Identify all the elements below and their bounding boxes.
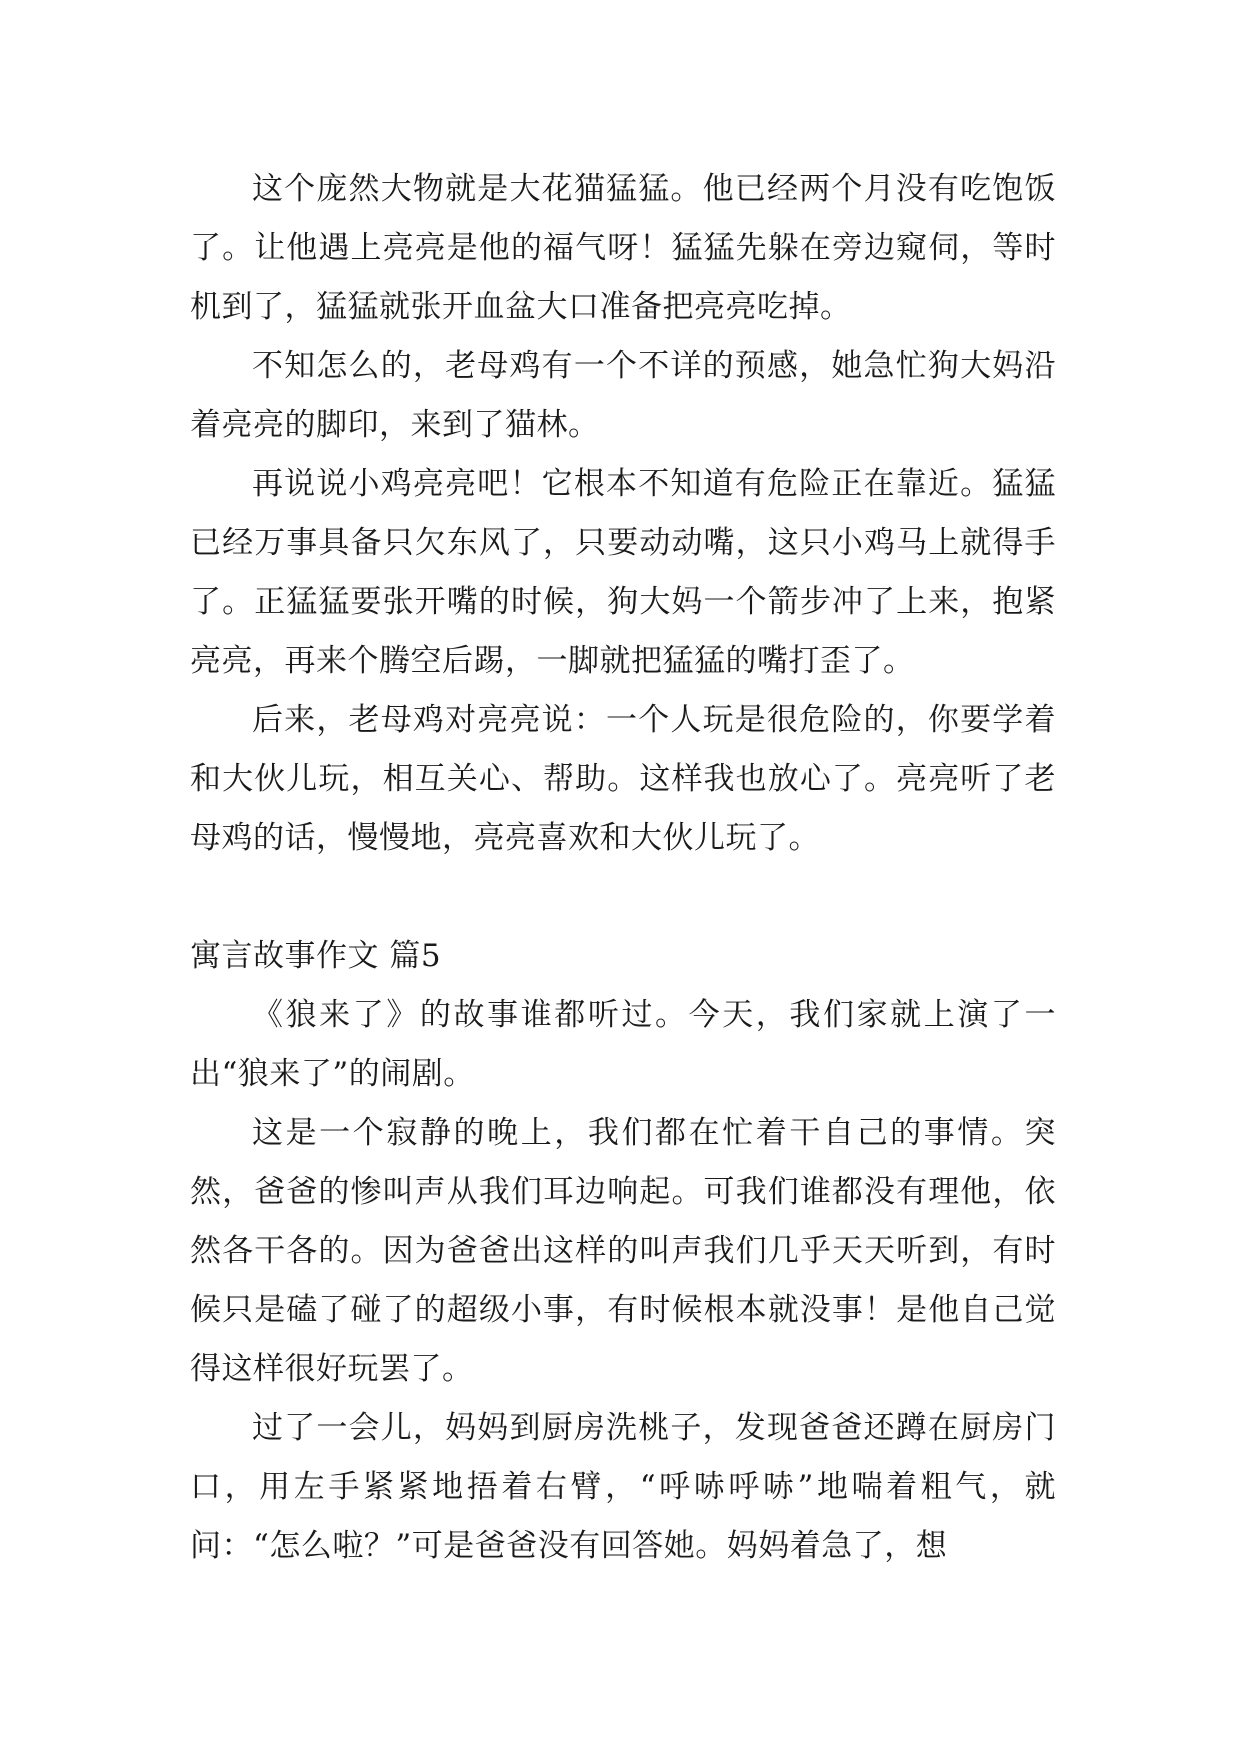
paragraph: 再说说小鸡亮亮吧！它根本不知道有危险正在靠近。猛猛已经万事具备只欠东风了，只要动动嘴，这只小鸡马上就得手了。正猛猛要张开嘴的时候，狗大妈一个箭步冲了上来，抱紧亮亮，再来个腾空后踢，一脚就把猛猛的嘴打歪了。 [190, 466, 1056, 679]
paragraph: 后来，老母鸡对亮亮说：一个人玩是很危险的，你要学着和大伙儿玩，相互关心、帮助。这样我也放心了。亮亮听了老母鸡的话，慢慢地，亮亮喜欢和大伙儿玩了。 [190, 702, 1056, 856]
paragraph: 过了一会儿，妈妈到厨房洗桃子，发现爸爸还蹲在厨房门口，用左手紧紧地捂着右臂，“呼哧呼哧”地喘着粗气，就问：“怎么啦？”可是爸爸没有回答她。妈妈着急了，想 [190, 1410, 1056, 1564]
paragraph: 这个庞然大物就是大花猫猛猛。他已经两个月没有吃饱饭了。让他遇上亮亮是他的福气呀！猛猛先躲在旁边窥伺，等时机到了，猛猛就张开血盆大口准备把亮亮吃掉。 [190, 171, 1056, 325]
paragraph: 《狼来了》的故事谁都听过。今天，我们家就上演了一出“狼来了”的闹剧。 [190, 997, 1056, 1092]
document-body [190, 160, 1056, 1576]
section-heading: 寓言故事作文 篇5 [190, 938, 442, 974]
paragraph: 不知怎么的，老母鸡有一个不详的预感，她急忙狗大妈沿着亮亮的脚印，来到了猫林。 [190, 348, 1056, 443]
paragraph: 这是一个寂静的晚上，我们都在忙着干自己的事情。突然，爸爸的惨叫声从我们耳边响起。可我们谁都没有理他，依然各干各的。因为爸爸出这样的叫声我们几乎天天听到，有时候只是磕了碰了的超级小事，有时候根本就没事！是他自己觉得这样很好玩罢了。 [190, 1115, 1056, 1387]
